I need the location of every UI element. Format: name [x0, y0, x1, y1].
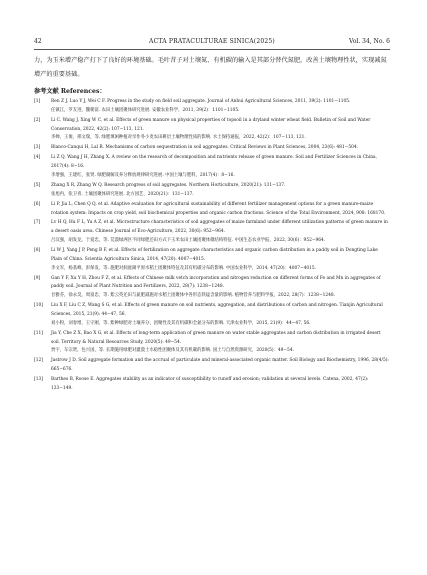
reference-text-translation: 贾宇，车宗贤，包兴国，等. 长期施用绿肥对灌漠土水稳性团聚体及其有机碳的影响. 国土与自然资源研究，2020(5)：49−54.: [51, 348, 294, 354]
reference-number: [2]: [34, 117, 41, 123]
reference-text-translation: 吕汉强，胡发龙，于爱忠，等. 荒漠绿洲区不同绿肥还田方式下玉米农田土壤团聚体微结构特征. 中国生态农业学报，2022, 30(6)：952−964.: [51, 238, 326, 244]
reference-item: [34, 201, 390, 219]
reference-text-translation: 甘雅芬，徐永昊，周富忠，等. 紫云英还田与氮肥减施对水稻土团聚体中各形态铁锰含量的影响. 植物营养与肥料学报，2022, 28(7)：1238−1248.: [51, 293, 336, 299]
reference-number: [4]: [34, 155, 41, 161]
reference-number: [8]: [34, 248, 41, 254]
reference-text: Liu X F, Liu C Z, Wang S G, et al. Effects of green manure on soil nutrients, aggregation, and distributions of carbon and nitrogen. Tianjin Agricultural Sciences, 2015, 21(9): 44−47, 56.: [51, 303, 383, 318]
reference-number: [9]: [34, 275, 41, 281]
reference-number: [11]: [34, 330, 43, 336]
reference-item: [34, 144, 390, 153]
reference-text: Jia Y, Che Z X, Bao X G, et al. Effects of long-term application of green manure on water stable aggregates and carbon distribution in irrigated desert soil. Territory & Natural Resources Study, 2020(5): 49−54.: [51, 330, 381, 345]
reference-item: [34, 376, 390, 394]
reference-item: [34, 98, 390, 116]
volume-issue: Vol. 34, No. 6: [349, 38, 390, 45]
reference-text: Jastrow J D. Soil aggregate formation and the accrual of particulate and mineral-associated organic matter. Soil Biology and Biochemistry, 1996, 28(4/5): 665−676.: [51, 358, 389, 373]
reference-item: [34, 247, 390, 273]
reference-text-translation: 张旭冉，张卫青. 土壤团聚体研究进展. 北方园艺，2020(21)：131−137.: [51, 191, 194, 197]
running-header: [34, 36, 390, 48]
reference-text: Barthes B, Roose E. Aggregates stability as an indicator of susceptibility to runoff and erosion; validation at several levels. Catena, 2002, 47(2): 133−149.: [51, 377, 369, 391]
reference-number: [7]: [34, 220, 41, 226]
reference-text: Blanco-Canqui H, Lal R. Mechanisms of carbon sequestration in soil aggregates. Critical Reviews in Plant Sciences, 2004, 23(6): 481−504.: [51, 145, 358, 151]
reference-number: [1]: [34, 99, 41, 104]
reference-number: [6]: [34, 201, 41, 207]
page-number: 42: [34, 38, 42, 45]
reference-number: [13]: [34, 377, 43, 383]
reference-text: Li Z Q, Wang J H, Zhang X. A review on the research of decomposition and nutrients release of green manure. Soil and Fertilizer Sciences in China, 2017(4): 8−16.: [51, 155, 377, 170]
reference-text-translation: 李增强，王建红，张贤. 绿肥腐解及养分释放规律研究进展. 中国土壤与肥料，2017(4)：8−16.: [51, 172, 235, 178]
reference-text: Li P, Jia L, Chen Q Q, et al. Adaptive evaluation for agricultural sustainability of different fertilizer management options for a green manure-maize rotation system: Impacts on crop yield, soil biochemical properties and organic carbon fractions. Science of the Total Environment, 2024, 908: 168170.: [51, 201, 386, 216]
reference-number: [12]: [34, 358, 43, 364]
references-heading: 参考文献 References：: [34, 88, 106, 95]
reference-text: Zhang X R, Zhang W Q. Research progress of soil aggregates. Northern Horticulture, 2020(21): 131−137.: [51, 182, 286, 188]
reference-number: [10]: [34, 303, 43, 309]
reference-item: [34, 117, 390, 143]
closing-paragraph: 力，为玉米增产稳产打下了良好的环境基础。毛叶苕子对土壤氮、有机碳的输入是其部分替代氮肥，改善土壤物理性状，实现减氮增产的重要基础。: [34, 57, 387, 78]
journal-title: ACTA PRATACULTURAE SINICA(2025): [149, 38, 275, 45]
reference-text: Li C, Wang J, Xing W C, et al. Effects of green manure on physical properties of topsoil in a dryland winter wheat field. Bulletin of Soil and Water Conservation, 2022, 42(2): 107−113, 121.: [51, 117, 371, 132]
header-rule: [34, 49, 390, 50]
reference-item: [34, 154, 390, 180]
reference-text-translation: 任镇江，罗友进，魏朝富. 农田土壤团聚体研究进展. 安徽农业科学，2011, 39(2)：1101−1105.: [51, 107, 240, 113]
reference-text: Li W J, Yang J P, Peng B F, et al. Effects of fertilization on aggregate characteristics and organic carbon distribution in a paddy soil in Dongting Lake Plain of China. Scientia Agricultura Sinica, 2014, 47(20): 4007−4015.: [51, 248, 378, 262]
reference-item: [34, 330, 390, 356]
reference-item: [34, 182, 390, 200]
reference-item: [34, 357, 390, 375]
reference-item: [34, 219, 390, 245]
reference-item: [34, 302, 390, 328]
reference-number: [5]: [34, 182, 41, 188]
reference-list: [34, 98, 390, 395]
reference-text-translation: 李婵，王俊，邢文瑞，等. 绿肥填闲种植对旱作冬小麦农田耕层土壤物理性质的影响. 水土保持通报，2022, 42(2)：107−113, 121.: [51, 135, 306, 141]
reference-number: [3]: [34, 145, 41, 151]
reference-text: Lv H Q, Hu F L, Yu A Z, et al. Microstructure characteristics of soil aggregates of maize farmland under different utilization patterns of green manure in a desert oasis area. Chinese Journal of Eco-Agriculture, 2022, 30(6): 952−964.: [51, 220, 388, 235]
reference-item: [34, 275, 390, 301]
reference-text: Gan Y F, Xu Y H, Zhou F Z, et al. Effects of Chinese milk vetch incorporation and nitrogen reduction on different forms of Fe and Mn in aggregates of paddy soil. Journal of Plant Nutrition and Fertilizers, 2022, 28(7): 1238−1248.: [51, 275, 381, 290]
reference-text-translation: 李文军，杨基峰，彭保发，等. 施肥对洞庭湖平原水稻土团聚体特征及其有机碳分布的影响. 中国农业科学，2014, 47(20)：4007−4015.: [51, 265, 317, 271]
reference-text: Ren Z J, Luo Y J, Wei C F. Progress in the study on field soil aggregate. Journal of Anhui Agricultural Sciences, 2011, 39(2): 1101−1105.: [51, 99, 351, 104]
reference-text-translation: 刘小粉，刘春增，王守刚，等. 紫种绿肥对土壤养分、团聚性及其有机碳和全氮分布的影响. 天津农业科学，2015, 21(9)：44−47, 56.: [51, 320, 311, 326]
